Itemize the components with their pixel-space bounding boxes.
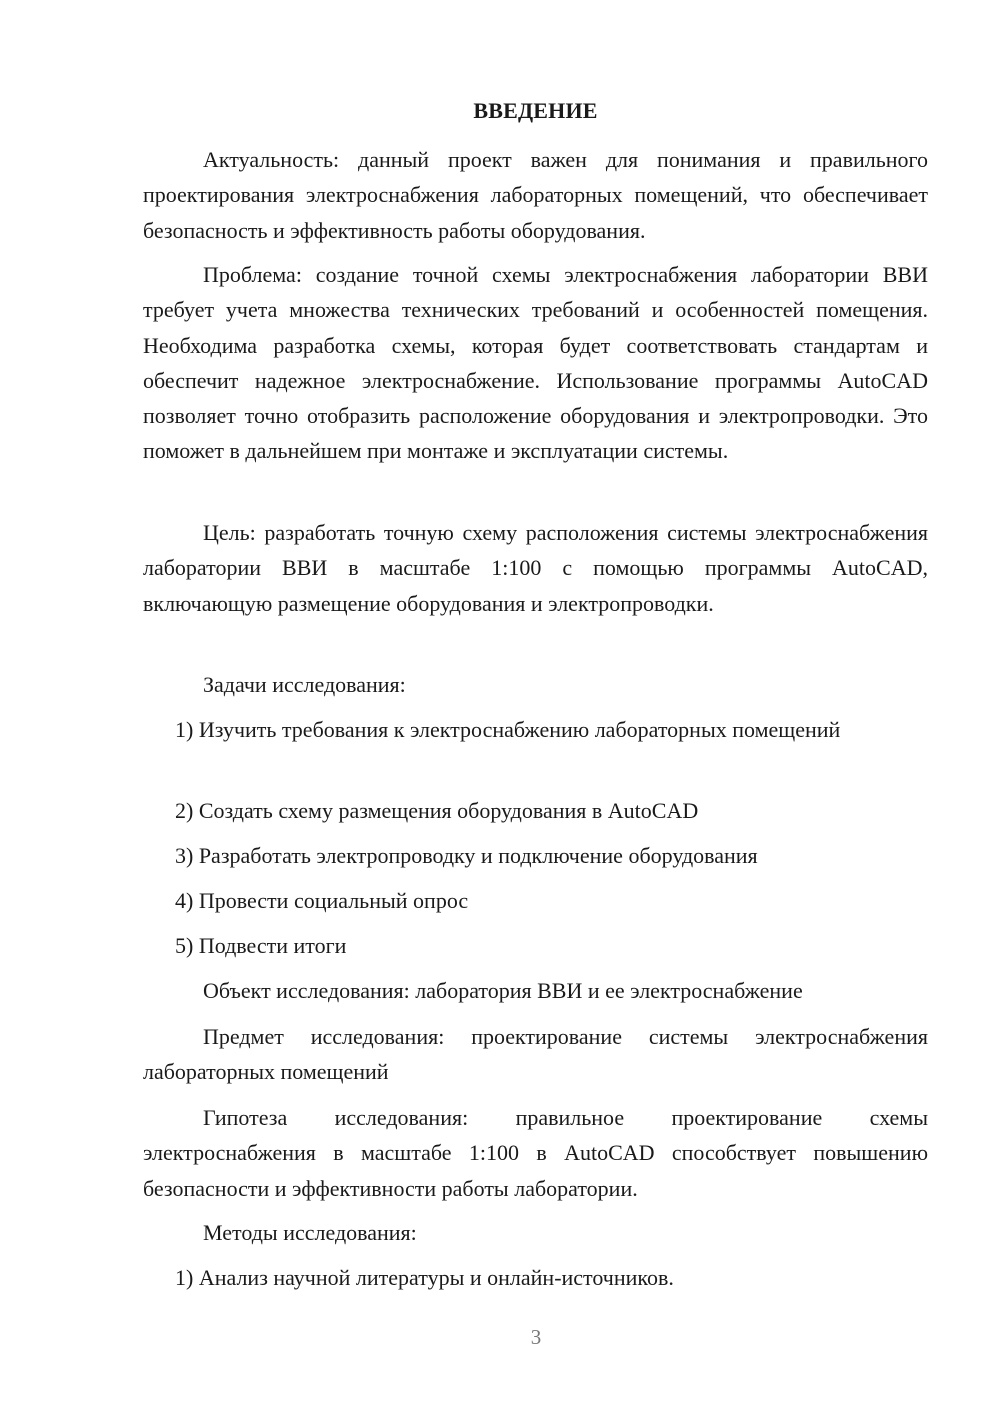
method-item-1: 1) Анализ научной литературы и онлайн-источников. [175, 1265, 674, 1290]
task-item-4: 4) Провести социальный опрос [175, 888, 469, 913]
task-item-3: 3) Разработать электропроводку и подключение оборудования [175, 843, 758, 868]
subject-paragraph: Предмет исследования: проектирование системы электроснабжения лабораторных помещений [143, 1024, 928, 1085]
relevance-paragraph: Актуальность: данный проект важен для понимания и правильного проектирования электроснабжения лабораторных помещений, что обеспечивает безопасность и эффективность работы оборудования. [143, 147, 928, 243]
page-title: ВВЕДЕНИЕ [473, 98, 598, 123]
task-item-1: 1) Изучить требования к электроснабжению лабораторных помещений [175, 717, 841, 742]
document-page [143, 0, 928, 1414]
page-number: 3 [530, 1325, 542, 1349]
tasks-heading: Задачи исследования: [203, 672, 406, 697]
hypothesis-paragraph: Гипотеза исследования: правильное проектирование схемы электроснабжения в масштабе 1:100 в AutoCAD способствует повышению безопасности и эффективности работы лаборатории. [143, 1105, 928, 1201]
task-item-2: 2) Создать схему размещения оборудования в AutoCAD [175, 798, 699, 823]
task-item-5: 5) Подвести итоги [175, 933, 347, 958]
problem-paragraph: Проблема: создание точной схемы электроснабжения лаборатории ВВИ требует учета множества технических требований и особенностей помещения. Необходима разработка схемы, которая будет соответствовать стандартам и обеспечит надежное электроснабжение. Использование программы AutoCAD позволяет точно отобразить расположение оборудования и электропроводки. Это поможет в дальнейшем при монтаже и эксплуатации системы. [143, 262, 928, 464]
methods-heading: Методы исследования: [203, 1220, 417, 1245]
object-paragraph: Объект исследования: лаборатория ВВИ и ее электроснабжение [203, 978, 803, 1003]
goal-paragraph: Цель: разработать точную схему расположения системы электроснабжения лаборатории ВВИ в масштабе 1:100 с помощью программы AutoCAD, включающую размещение оборудования и электропроводки. [143, 520, 928, 616]
